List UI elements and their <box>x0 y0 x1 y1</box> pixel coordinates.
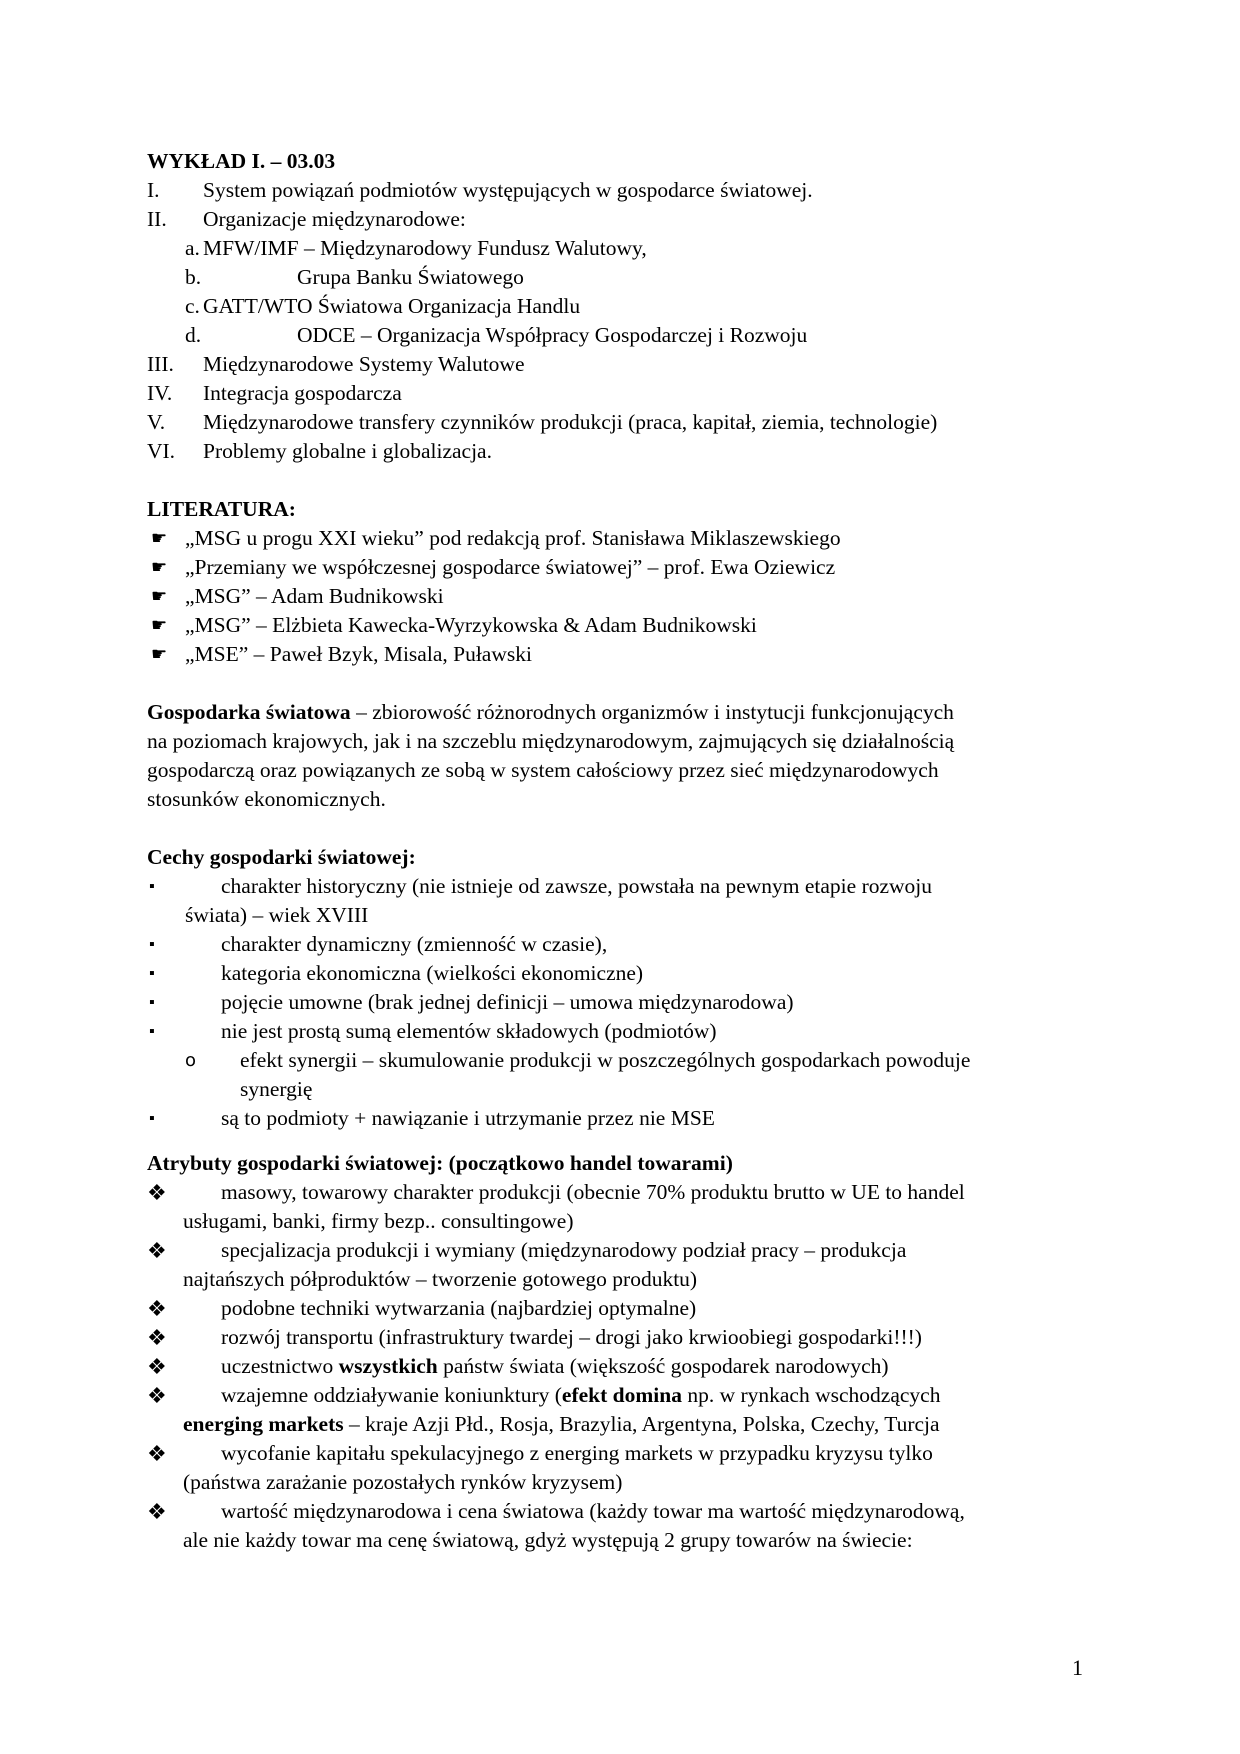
literature-item <box>147 640 1097 669</box>
attribute-text-cont: (państwa zarażanie pozostałych rynków kryzysem) <box>183 1470 623 1494</box>
org-text: GATT/WTO Światowa Organizacja Handlu <box>203 294 581 318</box>
org-text: ODCE – Organizacja Współpracy Gospodarczej i Rozwoju <box>297 323 808 347</box>
attributes-heading: Atrybuty gospodarki światowej: (początkowo handel towarami) <box>147 1151 733 1175</box>
attribute-item <box>147 1323 1097 1352</box>
outline-item <box>147 379 1097 408</box>
feature-text: kategoria ekonomiczna (wielkości ekonomiczne) <box>221 961 644 985</box>
literature-text: „MSG u progu XXI wieku” pod redakcją prof. Stanisława Miklaszewskiego <box>185 526 841 550</box>
diamond-bullet-icon: ❖ <box>147 1499 167 1524</box>
org-item <box>147 321 1097 350</box>
attribute-text: podobne techniki wytwarzania (najbardziej optymalne) <box>221 1296 697 1320</box>
literature-text: „MSE” – Paweł Bzyk, Misala, Puławski <box>185 642 532 666</box>
org-letter: d. <box>185 323 202 347</box>
feature-item <box>147 872 1097 930</box>
outline-number: III. <box>147 352 174 376</box>
outline-text: Integracja gospodarcza <box>203 381 402 405</box>
hand-pointer-icon: ☛ <box>151 644 168 664</box>
definition-paragraph <box>147 698 1097 814</box>
diamond-bullet-icon: ❖ <box>147 1383 167 1408</box>
feature-text-cont: świata) – wiek XVIII <box>185 903 369 927</box>
page-number: 1 <box>1072 1655 1083 1680</box>
feature-text: są to podmioty + nawiązanie i utrzymanie przez nie MSE <box>221 1106 715 1130</box>
literature-item <box>147 611 1097 640</box>
org-text: Grupa Banku Światowego <box>297 265 524 289</box>
features-heading: Cechy gospodarki światowej: <box>147 845 416 869</box>
hand-pointer-icon: ☛ <box>151 615 168 635</box>
outline-number: II. <box>147 207 167 231</box>
attribute-text: wzajemne oddziaływanie koniunktury ( <box>221 1383 562 1407</box>
attribute-text: np. w rynkach wschodzących <box>681 1383 941 1407</box>
feature-item <box>147 959 1097 988</box>
org-letter: a. <box>185 236 200 260</box>
outline-number: IV. <box>147 381 173 405</box>
definition-text: stosunków ekonomicznych. <box>147 787 386 811</box>
diamond-bullet-icon: ❖ <box>147 1296 167 1321</box>
square-bullet-icon: ▪ <box>149 994 155 1011</box>
attribute-text: państw świata (większość gospodarek narodowych) <box>437 1354 889 1378</box>
attribute-text: specjalizacja produkcji i wymiany (międzynarodowy podział pracy – produkcja <box>221 1238 907 1262</box>
definition-text: na poziomach krajowych, jak i na szczeblu międzynarodowym, zajmujących się działalnością <box>147 729 955 753</box>
literature-heading: LITERATURA: <box>147 497 296 521</box>
feature-item <box>147 930 1097 959</box>
feature-subitem <box>147 1046 1097 1104</box>
diamond-bullet-icon: ❖ <box>147 1238 167 1263</box>
outline-item <box>147 176 1097 205</box>
outline-text: Międzynarodowe Systemy Walutowe <box>203 352 525 376</box>
org-item <box>147 292 1097 321</box>
literature-item <box>147 582 1097 611</box>
literature-text: „Przemiany we współczesnej gospodarce światowej” – prof. Ewa Oziewicz <box>185 555 836 579</box>
attribute-item <box>147 1497 1097 1555</box>
hand-pointer-icon: ☛ <box>151 586 168 606</box>
attribute-text: rozwój transportu (infrastruktury twardej – drogi jako krwioobiegi gospodarki!!!) <box>221 1325 922 1349</box>
page-content <box>147 147 1097 1555</box>
attribute-text-cont: ale nie każdy towar ma cenę światową, gdyż występują 2 grupy towarów na świecie: <box>183 1528 913 1552</box>
org-item <box>147 263 1097 292</box>
feature-subtext-cont: synergię <box>240 1077 313 1101</box>
outline-item <box>147 205 1097 234</box>
attribute-item <box>147 1381 1097 1439</box>
attribute-item <box>147 1352 1097 1381</box>
diamond-bullet-icon: ❖ <box>147 1180 167 1205</box>
outline-text: Organizacje międzynarodowe: <box>203 207 466 231</box>
outline-text: Międzynarodowe transfery czynników produkcji (praca, kapitał, ziemia, technologie) <box>203 410 938 434</box>
outline-number: I. <box>147 178 160 202</box>
square-bullet-icon: ▪ <box>149 965 155 982</box>
outline-text: System powiązań podmiotów występujących w gospodarce światowej. <box>203 178 813 202</box>
attribute-text: masowy, towarowy charakter produkcji (obecnie 70% produktu brutto w UE to handel <box>221 1180 965 1204</box>
attribute-text: uczestnictwo <box>221 1354 339 1378</box>
hand-pointer-icon: ☛ <box>151 528 168 548</box>
outline-number: V. <box>147 410 166 434</box>
attribute-text-cont: najtańszych półproduktów – tworzenie gotowego produktu) <box>183 1267 698 1291</box>
diamond-bullet-icon: ❖ <box>147 1441 167 1466</box>
hand-pointer-icon: ☛ <box>151 557 168 577</box>
attribute-text: – kraje Azji Płd., Rosja, Brazylia, Argentyna, Polska, Czechy, Turcja <box>343 1412 940 1436</box>
attribute-text-cont: usługami, banki, firmy bezp.. consultingowe) <box>183 1209 574 1233</box>
literature-text: „MSG” – Elżbieta Kawecka-Wyrzykowska & Adam Budnikowski <box>185 613 757 637</box>
feature-text: pojęcie umowne (brak jednej definicji – umowa międzynarodowa) <box>221 990 794 1014</box>
attribute-item <box>147 1439 1097 1497</box>
org-letter: c. <box>185 294 200 318</box>
feature-text: charakter dynamiczny (zmienność w czasie), <box>221 932 608 956</box>
feature-item <box>147 988 1097 1017</box>
org-item <box>147 234 1097 263</box>
feature-subtext: efekt synergii – skumulowanie produkcji w poszczególnych gospodarkach powoduje <box>240 1048 971 1072</box>
attribute-emphasis: wszystkich <box>338 1354 438 1378</box>
feature-item <box>147 1104 1097 1133</box>
diamond-bullet-icon: ❖ <box>147 1354 167 1379</box>
attribute-emphasis: energing markets <box>183 1412 344 1436</box>
square-bullet-icon: ▪ <box>149 1110 155 1127</box>
outline-item <box>147 350 1097 379</box>
definition-term: Gospodarka światowa <box>147 700 351 724</box>
square-bullet-icon: ▪ <box>149 936 155 953</box>
org-text: MFW/IMF – Międzynarodowy Fundusz Walutowy, <box>203 236 647 260</box>
attribute-emphasis: efekt domina <box>561 1383 682 1407</box>
literature-text: „MSG” – Adam Budnikowski <box>185 584 444 608</box>
outline-number: VI. <box>147 439 176 463</box>
attribute-text: wycofanie kapitału spekulacyjnego z energing markets w przypadku kryzysu tylko <box>221 1441 933 1465</box>
square-bullet-icon: ▪ <box>149 1023 155 1040</box>
outline-item <box>147 408 1097 437</box>
attribute-item <box>147 1178 1097 1236</box>
attribute-text: wartość międzynarodowa i cena światowa (każdy towar ma wartość międzynarodową, <box>221 1499 965 1523</box>
definition-text: – zbiorowość różnorodnych organizmów i instytucji funkcjonujących <box>350 700 954 724</box>
outline-item <box>147 437 1097 466</box>
lecture-heading: WYKŁAD I. – 03.03 <box>147 149 336 173</box>
feature-text: charakter historyczny (nie istnieje od zawsze, powstała na pewnym etapie rozwoju <box>221 874 933 898</box>
org-letter: b. <box>185 265 202 289</box>
literature-item <box>147 524 1097 553</box>
circle-bullet-icon: o <box>185 1050 197 1071</box>
diamond-bullet-icon: ❖ <box>147 1325 167 1350</box>
attribute-item <box>147 1294 1097 1323</box>
definition-text: gospodarczą oraz powiązanych ze sobą w system całościowy przez sieć międzynarodowych <box>147 758 939 782</box>
attribute-item <box>147 1236 1097 1294</box>
feature-text: nie jest prostą sumą elementów składowych (podmiotów) <box>221 1019 717 1043</box>
square-bullet-icon: ▪ <box>149 878 155 895</box>
literature-item <box>147 553 1097 582</box>
feature-item <box>147 1017 1097 1046</box>
outline-text: Problemy globalne i globalizacja. <box>203 439 492 463</box>
